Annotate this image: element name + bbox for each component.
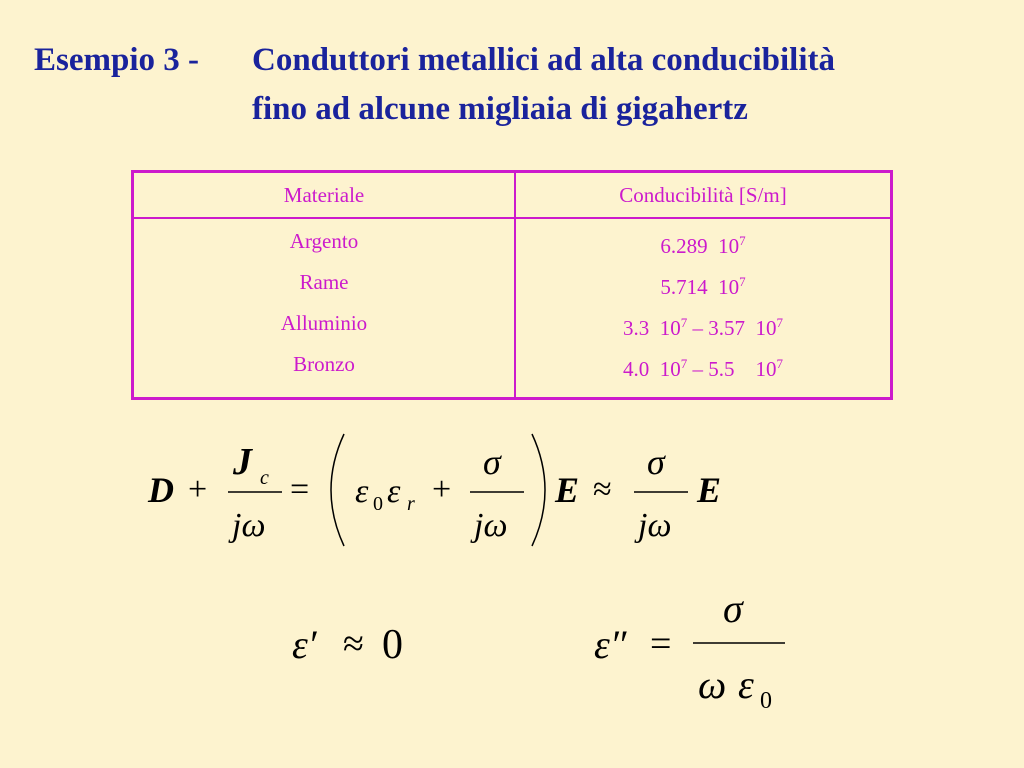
header-material: Materiale (133, 172, 516, 219)
eq-jw-1: jω (232, 507, 266, 544)
value-exponent: 7 (680, 315, 688, 330)
value-base: 10 (718, 275, 740, 299)
eq-equals: = (290, 471, 310, 508)
value-base: 10 (718, 234, 740, 258)
header-conductivity: Conducibilità [S/m] (515, 172, 892, 219)
value-base: 10 (755, 357, 777, 381)
eq-J-sub-c: c (260, 467, 269, 489)
eq-approx: ≈ (593, 471, 612, 508)
eq-D: D (148, 470, 174, 510)
eq-jw-3: jω (638, 507, 672, 544)
eq-eps0-sub: 0 (373, 493, 383, 515)
material-alluminio: Alluminio (280, 311, 368, 335)
eq-sigma-2: σ (647, 442, 665, 482)
material-argento: Argento (289, 229, 359, 253)
eq-plus-2: + (432, 471, 452, 508)
value-mantissa: 6.289 (660, 234, 708, 258)
value-exponent: 7 (739, 274, 746, 289)
range-dash: – (692, 316, 703, 340)
value-base: 10 (755, 316, 777, 340)
eq-epsr: ε (387, 473, 401, 510)
value-mantissa: 5.714 (660, 275, 708, 299)
eq-E-1: E (555, 470, 580, 510)
material-rame: Rame (299, 270, 349, 294)
eq-left-paren (331, 434, 344, 546)
eq-jw-2: jω (474, 507, 508, 544)
title-line-1: Conduttori metallici ad alta conducibilità (252, 42, 836, 78)
eq3-equals: = (650, 623, 672, 665)
value-mantissa: 5.5 (708, 357, 735, 381)
eq-eps0: ε (355, 473, 369, 510)
eq3-sigma: σ (723, 586, 743, 631)
eq3-eps: ε (738, 662, 754, 707)
eq-right-paren (532, 434, 545, 546)
value-mantissa: 3.57 (708, 316, 745, 340)
material-bronzo: Bronzo (293, 352, 355, 376)
eq3-eps-dprime: ε″ (594, 622, 627, 667)
eq-E-2: E (697, 470, 722, 510)
eq-J: J (233, 441, 252, 483)
value-base: 10 (659, 357, 681, 381)
title-prefix: Esempio 3 - (34, 42, 199, 78)
equation-eps-double-prime (594, 586, 785, 714)
value-exponent: 7 (680, 356, 688, 371)
eq2-zero: 0 (382, 622, 403, 668)
eq-sigma-1: σ (483, 442, 501, 482)
value-exponent: 7 (776, 315, 783, 330)
equation-eps-prime (292, 622, 403, 668)
eq2-approx: ≈ (343, 623, 364, 665)
value-exponent: 7 (776, 356, 783, 371)
equation-constitutive (147, 434, 721, 546)
eq2-eps-prime: ε′ (292, 622, 317, 667)
eq3-omega: ω (698, 662, 727, 707)
value-mantissa: 4.0 (623, 357, 650, 381)
range-dash: – (692, 357, 703, 381)
value-exponent: 7 (739, 233, 746, 248)
value-mantissa: 3.3 (623, 316, 650, 340)
title-line-2: fino ad alcune migliaia di gigahertz (252, 91, 748, 127)
eq3-eps-sub: 0 (760, 688, 772, 714)
eq-plus: + (188, 471, 208, 508)
value-base: 10 (659, 316, 681, 340)
eq-epsr-sub: r (407, 493, 415, 515)
